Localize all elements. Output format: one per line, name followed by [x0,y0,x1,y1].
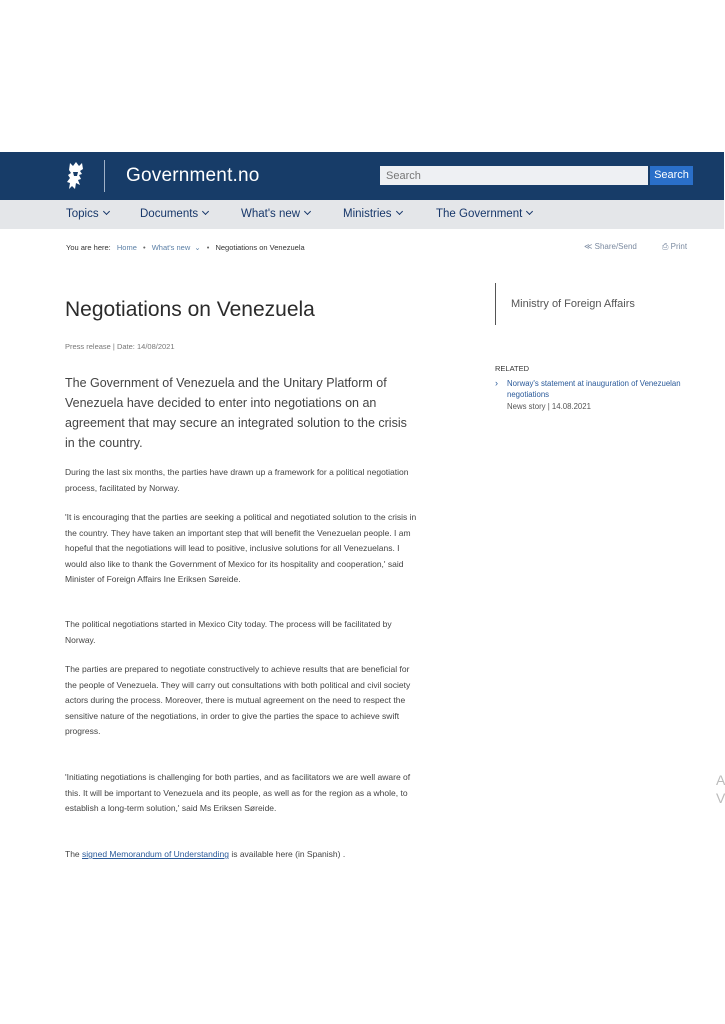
page-title: Negotiations on Venezuela [65,298,315,321]
article-paragraph: 'Initiating negotiations is challenging for both parties, and as facilitators we are well aware of this. It will be important to Venezuela and its people, as well as for the region as a whole, to establish a long-term solution,' said Ms Eriksen Søreide. [65,772,411,813]
article-paragraph: 'It is encouraging that the parties are seeking a political and negotiated solution to the crisis in the country. They have taken an important step that will benefit the Venezuelan people. I am hopeful that the negotiations will lead to positive, inclusive solutions for all Venezuelans. I would also like to thank the Government of Mexico for its hospitality and cooperation,' said Minister of Foreign Affairs Ine Eriksen Søreide. [65,512,417,584]
breadcrumb-home-link[interactable]: Home [116,243,137,252]
nav-item-label: The Government [436,208,523,220]
lion-coat-of-arms-icon[interactable] [62,160,90,192]
article-paragraph [65,847,420,863]
article-paragraph: The parties are prepared to negotiate constructively to achieve results that are beneficial for the people of Venezuela. They will carry out consultations with both political and civil society actors during the process. Moreover, there is mutual agreement on the need to respect the sensitive nature of the negotiations, in order to give the parties the space to achieve swift progress. [65,664,411,736]
logo-divider [104,160,105,192]
nav-item-label: Ministries [343,208,392,220]
edge-glyph: A [716,772,725,788]
chevron-down-icon [396,208,403,215]
search-input[interactable] [380,166,648,185]
related-meta: News story | 14.08.2021 [507,402,591,411]
nav-item-ministries[interactable] [343,208,402,220]
breadcrumb-current: Negotiations on Venezuela [215,243,305,252]
edge-glyph: V [716,790,725,806]
ministry-link[interactable]: Ministry of Foreign Affairs [511,298,635,310]
breadcrumb [66,243,305,252]
article-lead: The Government of Venezuela and the Unitary Platform of Venezuela have decided to enter into negotiations on an agreement that may secure an integrated solution to the crisis in the country. [65,376,407,450]
nav-item-documents[interactable] [140,208,208,220]
print-label: Print [670,242,688,251]
ministry-divider [495,283,496,325]
nav-item-whats-new[interactable] [241,208,310,220]
breadcrumb-prefix: You are here: [66,243,111,252]
breadcrumb-separator-icon: • [142,243,146,252]
article-paragraph: The political negotiations started in Mexico City today. The process will be facilitated by Norway. [65,619,392,645]
breadcrumb-separator-icon: • [206,243,210,252]
article-paragraph: During the last six months, the parties have drawn up a framework for a political negotiation process, facilitated by Norway. [65,467,409,493]
chevron-down-icon [202,208,209,215]
mou-text-before: The [65,849,83,859]
chevron-right-icon: › [495,378,498,388]
breadcrumb-whats-new-link[interactable]: What's new [151,243,191,252]
chevron-down-icon [526,208,533,215]
chevron-down-icon [304,208,311,215]
share-icon: ≪ [584,242,593,251]
nav-item-label: What's new [241,208,301,220]
main-nav [0,200,724,229]
site-name[interactable]: Government.no [126,165,260,186]
nav-item-label: Documents [140,208,199,220]
related-link[interactable]: Norway's statement at inauguration of Venezuelan negotiations [507,379,681,399]
search-button[interactable]: Search [650,166,693,185]
mou-link[interactable]: signed Memorandum of Understanding [82,849,229,859]
nav-item-label: Topics [66,208,99,220]
mou-text-after: is available here (in Spanish) . [228,849,346,859]
print-icon: ⎙ [662,242,669,251]
nav-item-topics[interactable] [66,208,109,220]
chevron-down-icon [103,208,110,215]
related-heading: RELATED [495,364,530,373]
nav-item-the-government[interactable] [436,208,532,220]
article-meta: Press release | Date: 14/08/2021 [65,342,175,351]
share-button[interactable] [584,242,637,251]
chevron-down-icon[interactable]: ⌄ [194,243,201,252]
print-button[interactable] [662,242,687,252]
share-label: Share/Send [594,242,637,251]
site-header [0,152,724,200]
